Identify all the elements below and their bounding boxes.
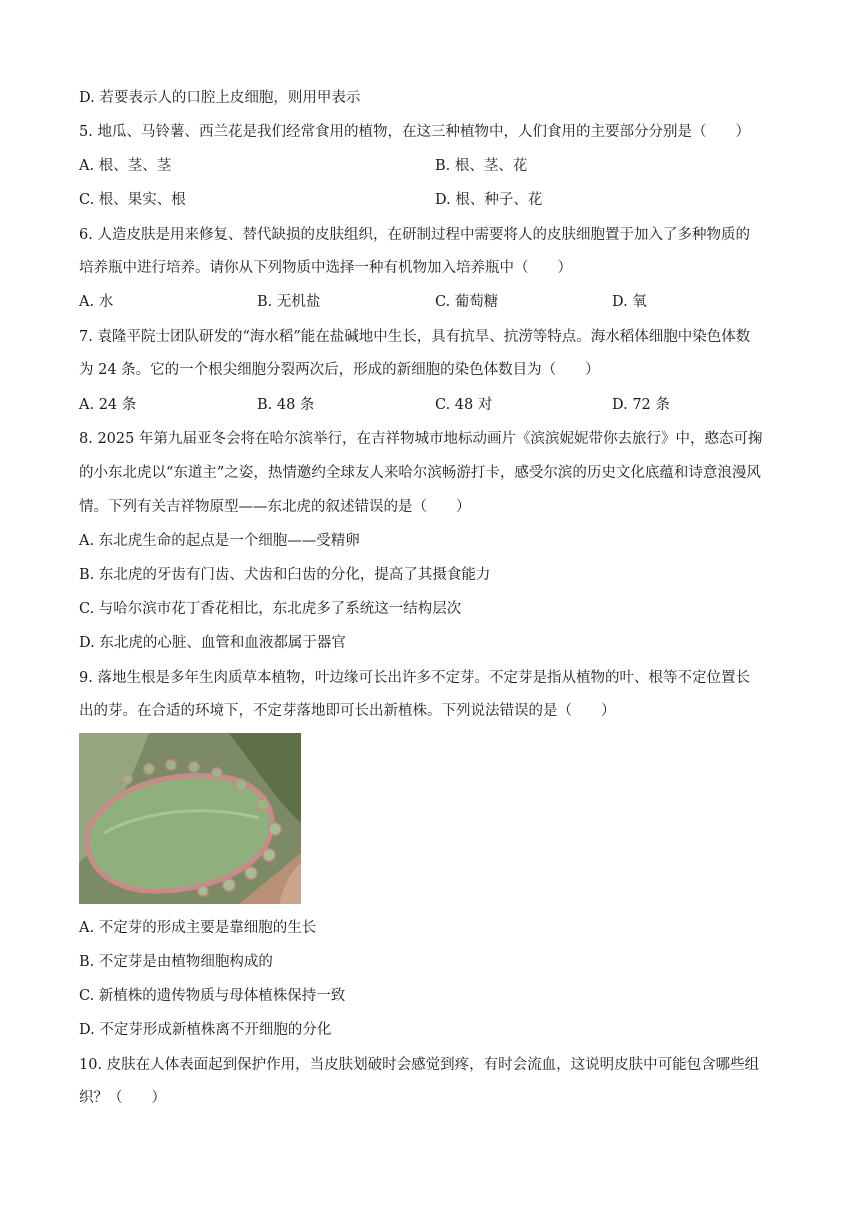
kalanchoe-leaf-photo [79,733,301,904]
question-10-stem-line-2: 织？（ ） [79,1090,166,1106]
question-7-stem-line-1: 7. 袁隆平院士团队研发的“海水稻”能在盐碱地中生长，具有抗旱、抗涝等特点。海水稻体细胞中染色体数 [79,329,751,345]
question-7-option-a: A. 24 条 [79,397,137,413]
question-8-option-b: B. 东北虎的牙齿有门齿、犬齿和臼齿的分化，提高了其摄食能力 [79,567,491,583]
question-6-option-a: A. 水 [79,294,114,310]
question-10-stem-line-1: 10. 皮肤在人体表面起到保护作用，当皮肤划破时会感觉到疼，有时会流血，这说明皮肤中可能包含哪些组 [79,1057,760,1073]
question-5-option-b: B. 根、茎、花 [435,158,528,174]
question-8-stem-line-1: 8. 2025 年第九届亚冬会将在哈尔滨举行，在吉祥物城市地标动画片《滨滨妮妮带你去旅行》中，憨态可掬 [79,431,763,447]
question-9-stem-line-2: 出的芽。在合适的环境下，不定芽落地即可长出新植株。下列说法错误的是（ ） [79,703,616,719]
question-9-option-c: C. 新植株的遗传物质与母体植株保持一致 [79,988,346,1004]
question-5-option-c: C. 根、果实、根 [79,192,186,208]
question-9-stem-line-1: 9. 落地生根是多年生肉质草本植物，叶边缘可长出许多不定芽。不定芽是指从植物的叶、根等不定位置长 [79,670,750,686]
question-6-option-c: C. 葡萄糖 [435,294,499,310]
question-8-option-d: D. 东北虎的心脏、血管和血液都属于器官 [79,635,346,651]
question-4-option-d: D. 若要表示人的口腔上皮细胞，则用甲表示 [79,90,361,106]
question-9-option-b: B. 不定芽是由植物细胞构成的 [79,954,273,970]
question-7-option-c: C. 48 对 [435,397,493,413]
question-9-option-a: A. 不定芽的形成主要是靠细胞的生长 [79,920,317,936]
question-5-option-a: A. 根、茎、茎 [79,158,172,174]
question-5-stem: 5. 地瓜、马铃薯、西兰花是我们经常食用的植物，在这三种植物中，人们食用的主要部分分别是（ ） [79,124,750,140]
question-8-stem-line-3: 情。下列有关吉祥物原型——东北虎的叙述错误的是（ ） [79,499,471,515]
question-8-option-c: C. 与哈尔滨市花丁香花相比，东北虎多了系统这一结构层次 [79,601,462,617]
question-6-stem-line-2: 培养瓶中进行培养。请你从下列物质中选择一种有机物加入培养瓶中（ ） [79,260,572,276]
question-6-option-d: D. 氧 [612,294,647,310]
question-9-option-d: D. 不定芽形成新植株离不开细胞的分化 [79,1022,332,1038]
question-7-option-b: B. 48 条 [257,397,315,413]
question-8-stem-line-2: 的小东北虎以“东道主”之姿，热情邀约全球友人来哈尔滨畅游打卡，感受尔滨的历史文化底蕴和诗意浪漫风 [79,465,761,481]
question-6-stem-line-1: 6. 人造皮肤是用来修复、替代缺损的皮肤组织，在研制过程中需要将人的皮肤细胞置于加入了多种物质的 [79,227,750,243]
question-8-option-a: A. 东北虎生命的起点是一个细胞——受精卵 [79,533,360,549]
question-7-stem-line-2: 为 24 条。它的一个根尖细胞分裂两次后，形成的新细胞的染色体数目为（ ） [79,362,600,378]
question-6-option-b: B. 无机盐 [257,294,321,310]
question-5-option-d: D. 根、种子、花 [435,192,543,208]
question-7-option-d: D. 72 条 [612,397,670,413]
